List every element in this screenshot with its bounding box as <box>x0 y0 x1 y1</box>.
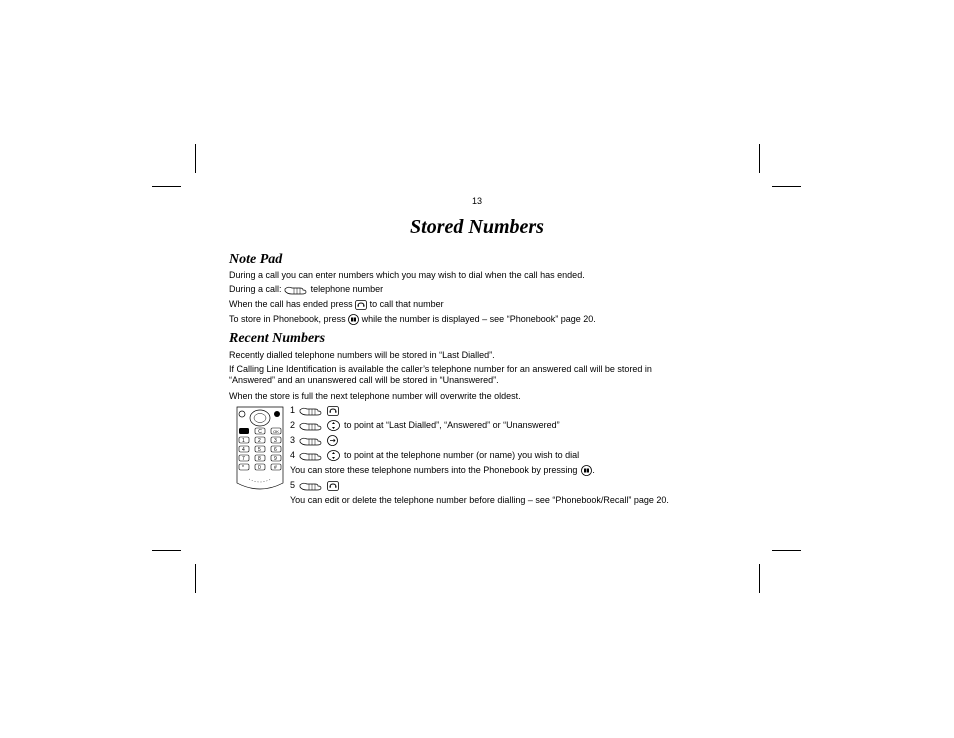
page-number: 13 <box>471 196 482 206</box>
key-9: 9 <box>274 456 277 462</box>
hand-dial-icon <box>299 451 323 461</box>
key-3: 3 <box>274 438 277 444</box>
key-7: 7 <box>242 456 245 462</box>
step-text: to point at “Last Dialled”, “Answered” or “Unanswered” <box>344 420 560 430</box>
key-c: C <box>258 429 262 435</box>
key-ok: OK <box>273 429 279 434</box>
key-1: 1 <box>242 438 245 444</box>
step-number: 1 <box>290 405 296 415</box>
phonebook-key-icon <box>348 314 359 325</box>
note-pad-line4 <box>229 314 596 325</box>
step-number: 3 <box>290 435 296 445</box>
key-8: 8 <box>258 456 261 462</box>
hand-dial-icon <box>284 285 308 295</box>
crop-mark <box>152 550 181 551</box>
key-6: 6 <box>274 447 277 453</box>
page-title: Stored Numbers <box>410 216 544 238</box>
step-2 <box>290 420 560 431</box>
step-number: 4 <box>290 450 296 460</box>
note-pad-line2 <box>229 284 383 295</box>
key-star: * <box>242 465 244 471</box>
crop-mark <box>195 144 196 173</box>
key-4: 4 <box>242 447 245 453</box>
key-0: 0 <box>258 465 261 471</box>
step-text: to point at the telephone number (or name) you wish to dial <box>344 450 580 460</box>
crop-mark <box>772 186 801 187</box>
recent-numbers-line1: Recently dialled telephone numbers will be stored in “Last Dialled”. <box>229 350 495 360</box>
hand-dial-icon <box>299 406 323 416</box>
edit-note: You can edit or delete the telephone number before dialling – see “Phonebook/Recall” page 20. <box>290 495 669 505</box>
key-hash: # <box>274 465 277 471</box>
call-key-icon <box>327 406 339 416</box>
step-3 <box>290 435 338 446</box>
note-pad-line3-suffix: to call that number <box>369 299 444 309</box>
step-5 <box>290 480 339 491</box>
key-5: 5 <box>258 447 261 453</box>
note-pad-line4-suffix: while the number is displayed – see “Phonebook” page 20. <box>361 314 596 324</box>
note-pad-line3 <box>229 299 444 310</box>
crop-mark <box>759 564 760 593</box>
phone-keypad-illustration <box>235 405 285 491</box>
key-2: 2 <box>258 438 261 444</box>
hand-dial-icon <box>299 481 323 491</box>
hand-dial-icon <box>299 436 323 446</box>
note-pad-line1: During a call you can enter numbers which you may wish to dial when the call has ended. <box>229 270 585 280</box>
store-note <box>290 465 595 476</box>
call-key-icon <box>327 481 339 491</box>
store-note-prefix: You can store these telephone numbers into the Phonebook by pressing <box>290 465 578 475</box>
crop-mark <box>759 144 760 173</box>
step-4 <box>290 450 579 461</box>
recent-numbers-heading: Recent Numbers <box>229 331 326 346</box>
note-pad-line4-prefix: To store in Phonebook, press <box>229 314 346 324</box>
ok-key-icon <box>327 435 338 446</box>
note-pad-line2-prefix: During a call: <box>229 284 282 294</box>
recent-numbers-line2: If Calling Line Identification is available the caller’s telephone number for an answered call will be stored in “Answered” and an unanswered call will be stored in “Unanswered”. <box>229 364 652 385</box>
step-number: 2 <box>290 420 296 430</box>
crop-mark <box>152 186 181 187</box>
scroll-key-icon <box>327 420 340 431</box>
hand-dial-icon <box>299 421 323 431</box>
call-key-icon <box>355 300 367 310</box>
note-pad-heading: Note Pad <box>229 252 283 267</box>
scroll-key-icon <box>327 450 340 461</box>
step-number: 5 <box>290 480 296 490</box>
crop-mark <box>195 564 196 593</box>
recent-numbers-line3: When the store is full the next telephone number will overwrite the oldest. <box>229 391 521 401</box>
phonebook-key-icon <box>581 465 592 476</box>
crop-mark <box>772 550 801 551</box>
store-note-suffix: . <box>592 465 595 475</box>
note-pad-line3-prefix: When the call has ended press <box>229 299 353 309</box>
step-1 <box>290 405 339 416</box>
note-pad-line2-suffix: telephone number <box>310 284 384 294</box>
